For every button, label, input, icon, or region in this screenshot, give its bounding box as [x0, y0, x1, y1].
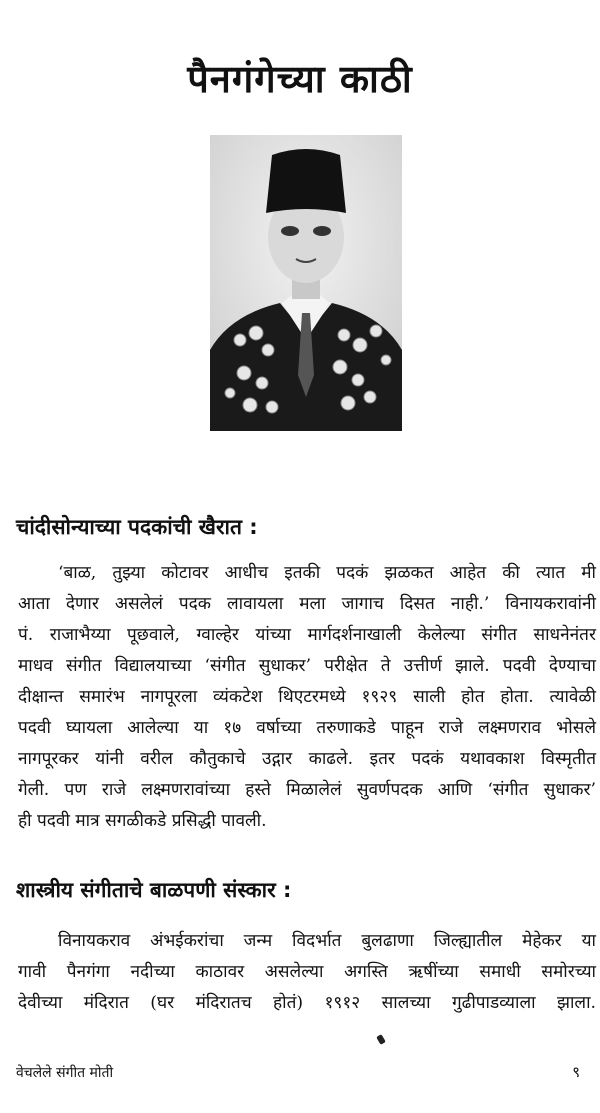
text-line: नागपूरकर यांनी वरील कौतुकाचे उद्गार काढले. इतर पदकं यथावकाश विस्मृतीत — [18, 749, 596, 769]
text-line: पं. राजाभैय्या पूछवाले, ग्वाल्हेर यांच्या मार्गदर्शनाखाली केलेल्या संगीत साधनेनंतर — [18, 625, 596, 645]
paragraph-childhood — [18, 926, 596, 1019]
print-mark — [376, 1034, 386, 1045]
text-line: दीक्षान्त समारंभ नागपूरला व्यंकटेश थिएटरमध्ये १९२९ साली होत होता. त्यावेळी — [18, 687, 596, 707]
text-line: देवीच्या मंदिरात (घर मंदिरातच होतं) १९१२ सालच्या गुढीपाडव्याला झाला. — [18, 993, 596, 1013]
text-line: ‘बाळ, तुझ्या कोटावर आधीच इतकी पदकं झळकत आहेत की त्यात मी — [58, 563, 596, 583]
text-line: विनायकराव अंभईकरांचा जन्म विदर्भात बुलढाणा जिल्ह्यातील मेहेकर या — [58, 931, 596, 951]
footer-book-title: वेचलेले संगीत मोती — [16, 1065, 114, 1081]
text-line: आता देणार असलेलं पदक लावायला मला जागाच दिसत नाही.’ विनायकरावांनी — [18, 594, 596, 614]
text-line: ही पदवी मात्र सगळीकडे प्रसिद्धी पावली. — [18, 811, 267, 831]
text-line: माधव संगीत विद्यालयाच्या ‘संगीत सुधाकर’ परीक्षेत ते उत्तीर्ण झाले. पदवी देण्याचा — [18, 656, 596, 676]
page-title: पैनगंगेच्या काठी — [187, 57, 413, 101]
text-line: गेली. पण राजे लक्ष्मणरावांच्या हस्ते मिळालेलं सुवर्णपदक आणि ‘संगीत सुधाकर’ — [18, 780, 596, 800]
portrait-icon — [210, 135, 402, 431]
portrait-photo — [210, 135, 402, 431]
section-heading-medals: चांदीसोन्याच्या पदकांची खैरात : — [16, 515, 258, 539]
page-number: ९ — [572, 1063, 580, 1081]
text-line: गावी पैनगंगा नदीच्या काठावर असलेल्या अगस्ति ऋषींच्या समाधी समोरच्या — [18, 962, 596, 982]
section-heading-childhood: शास्त्रीय संगीताचे बाळपणी संस्कार : — [16, 878, 292, 902]
text-line: पदवी घ्यायला आलेल्या या १७ वर्षाच्या तरुणाकडे पाहून राजे लक्ष्मणराव भोसले — [18, 718, 596, 738]
paragraph-medals — [18, 558, 596, 837]
